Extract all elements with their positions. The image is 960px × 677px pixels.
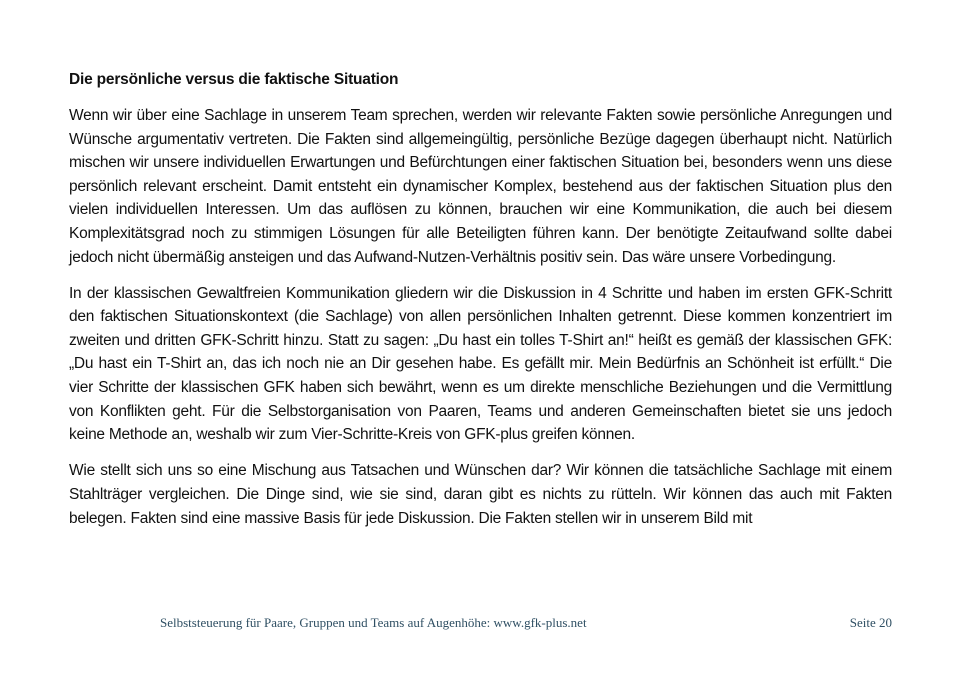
paragraph-1: Wenn wir über eine Sachlage in unserem Team sprechen, werden wir relevante Fakten sowie persönliche Anregungen und Wünsche argumentativ vertreten. Die Fakten sind allgemeingültig, persönliche Bezüge dagegen überhaupt nicht. Natürlich mischen wir unsere individuellen Erwartungen und Befürchtungen einer faktischen Situation bei, besonders wenn uns diese persönlich relevant erscheint. Damit entsteht ein dynamischer Komplex, bestehend aus der faktischen Situation plus den vielen individuellen Interessen. Um das auflösen zu können, brauchen wir eine Kommunikation, die auch bei diesem Komplexitätsgrad noch zu stimmigen Lösungen für alle Beteiligten führen kann. Der benötigte Zeitaufwand sollte dabei jedoch nicht übermäßig ansteigen und das Aufwand-Nutzen-Verhältnis positiv sein. Das wäre unsere Vorbedingung. xyxy=(69,107,892,266)
paragraph-2: In der klassischen Gewaltfreien Kommunikation gliedern wir die Diskussion in 4 Schritte und haben im ersten GFK-Schritt den faktischen Situationskontext (die Sachlage) von allen persönlichen Inhalten getrennt. Diese kommen konzentriert im zweiten und dritten GFK-Schritt hinzu. Statt zu sagen: „Du hast ein tolles T-Shirt an!“ heißt es gemäß der klassischen GFK: „Du hast ein T-Shirt an, das ich noch nie an Dir gesehen habe. Es gefällt mir. Mein Bedürfnis an Schönheit ist erfüllt.“ Die vier Schritte der klassischen GFK haben sich bewährt, wenn es um direkte menschliche Beziehungen und die Vermittlung von Konflikten geht. Für die Selbstorganisation von Paaren, Teams und anderen Gemeinschaften bietet sie uns jedoch keine Methode an, weshalb wir zum Vier-Schritte-Kreis von GFK-plus greifen können. xyxy=(69,284,892,444)
paragraph-3: Wie stellt sich uns so eine Mischung aus Tatsachen und Wünschen dar? Wir können die tatsächliche Sachlage mit einem Stahlträger vergleichen. Die Dinge sind, wie sie sind, daran gibt es nichts zu rütteln. Wir können das auch mit Fakten belegen. Fakten sind eine massive Basis für jede Diskussion. Die Fakten stellen wir in unserem Bild mit xyxy=(69,462,892,527)
page-footer xyxy=(0,615,960,637)
page-content xyxy=(69,68,892,543)
footer-title: Selbststeuerung für Paare, Gruppen und Teams auf Augenhöhe: www.gfk-plus.net xyxy=(160,615,587,630)
page-number: Seite 20 xyxy=(849,615,892,630)
section-heading: Die persönliche versus die faktische Situation xyxy=(69,71,399,88)
